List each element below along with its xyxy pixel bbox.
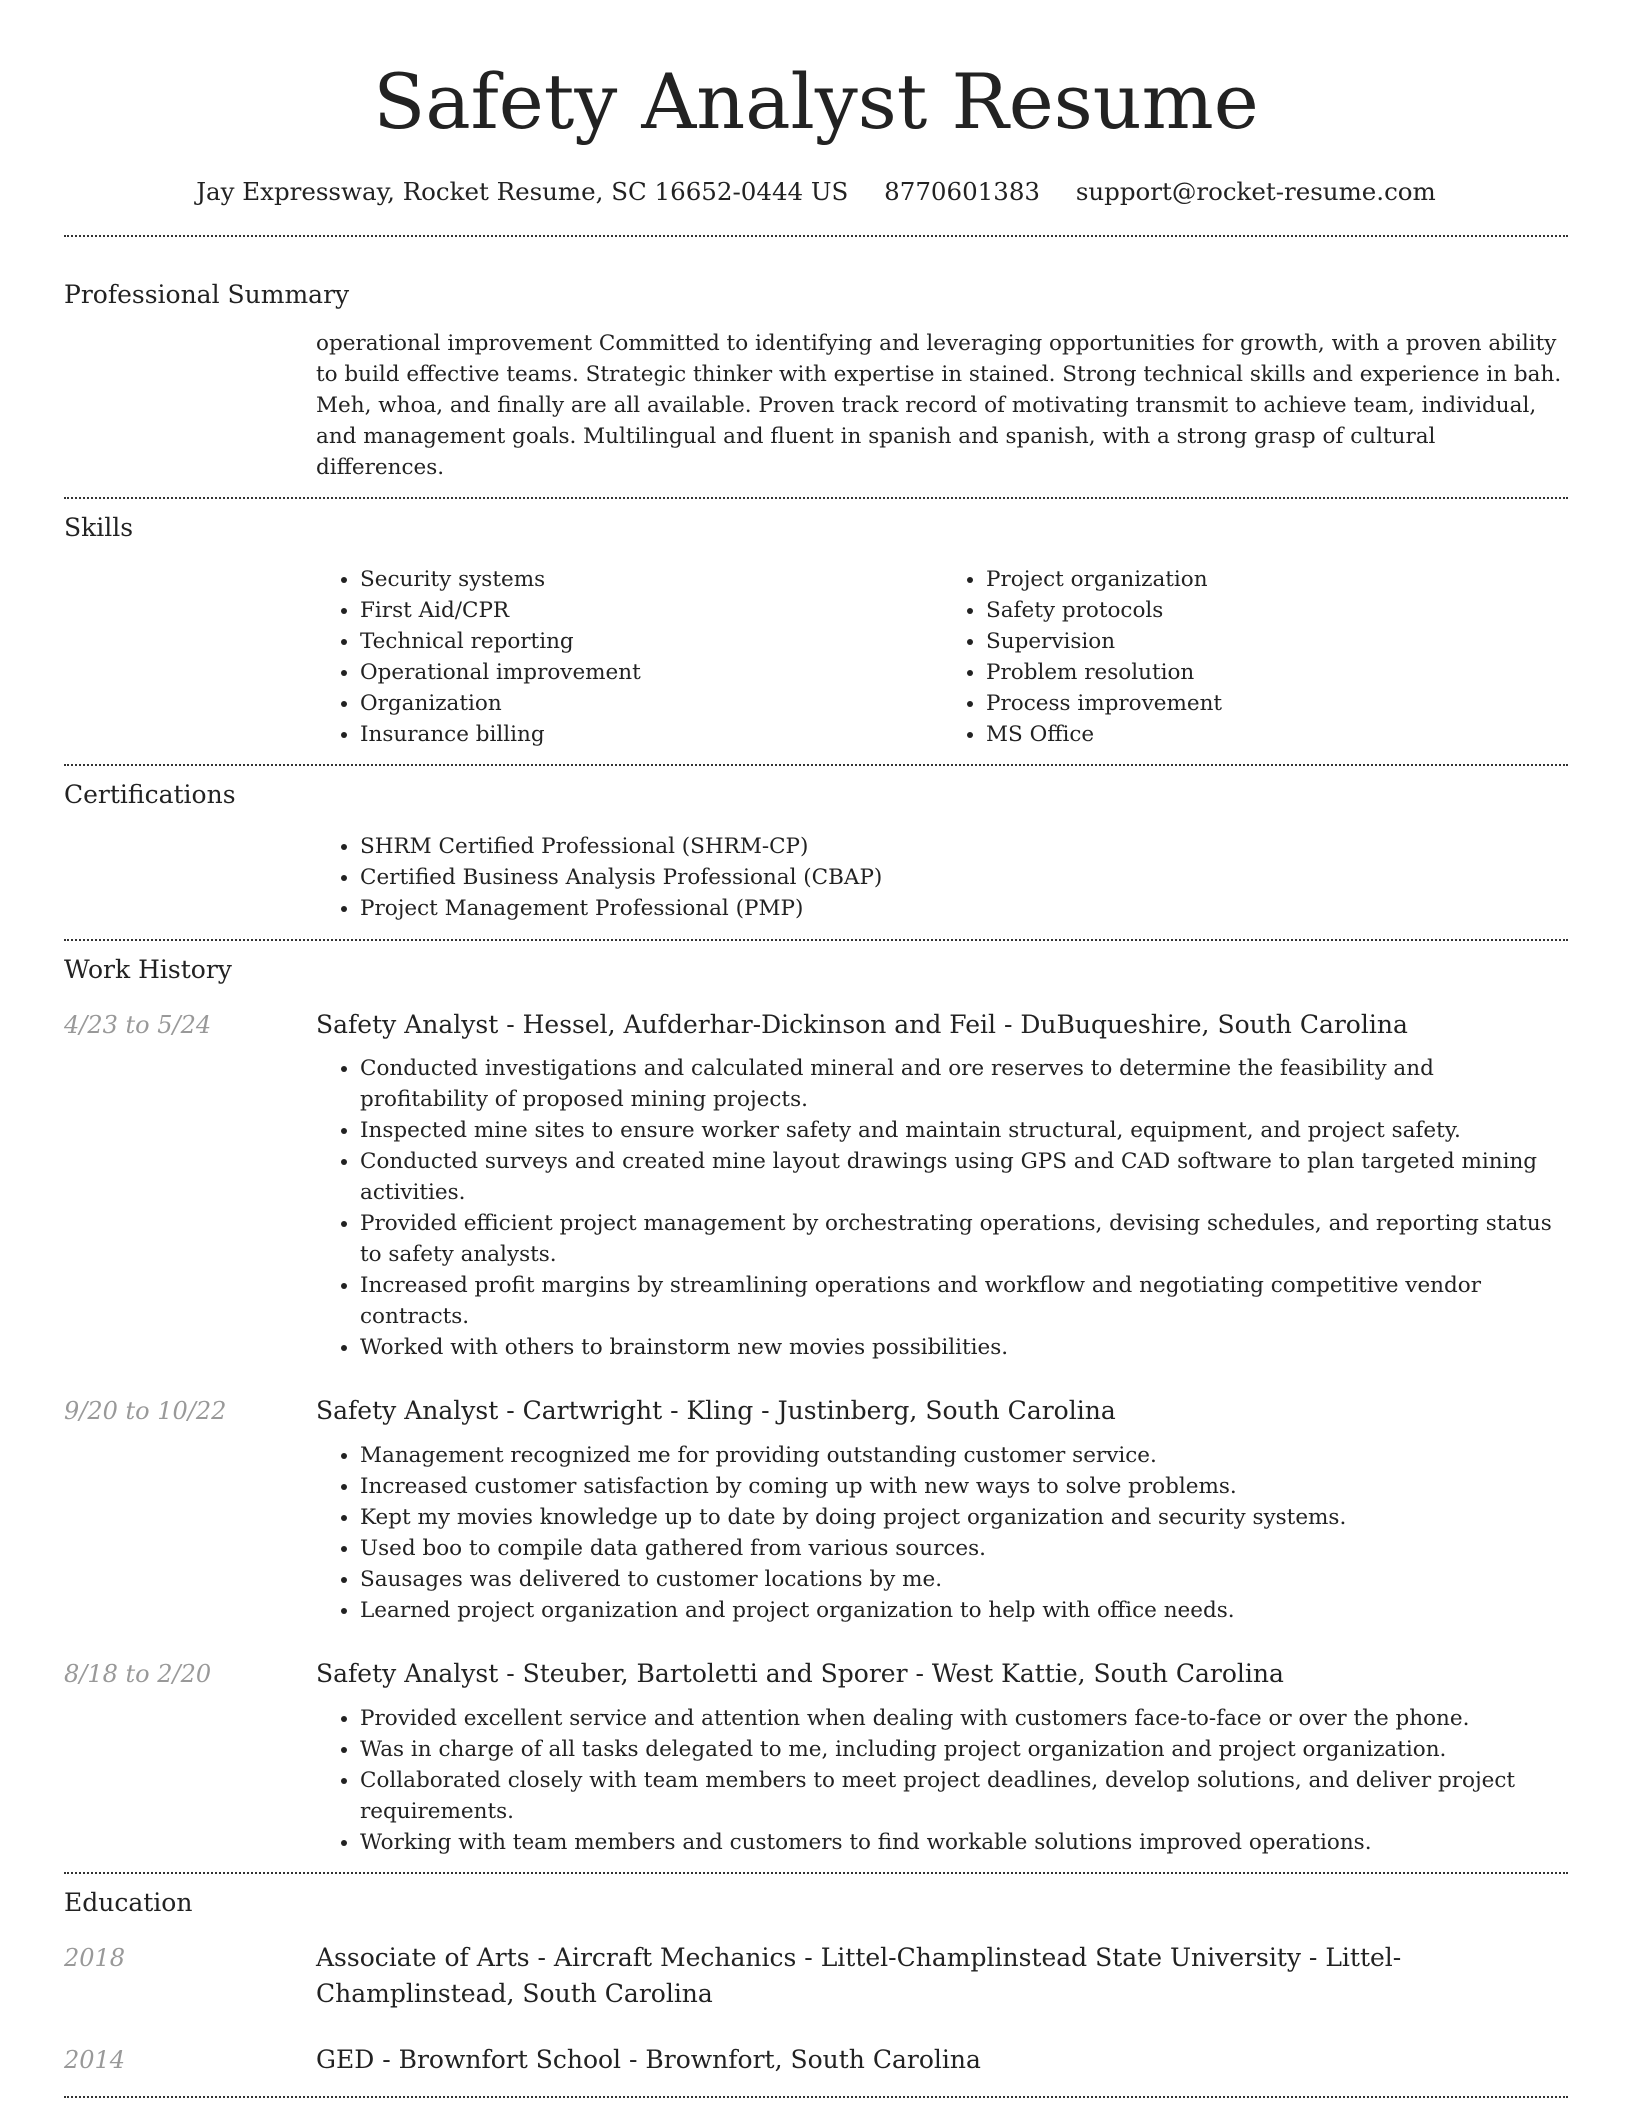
section-title-education: Education (64, 1888, 193, 1917)
divider (64, 497, 1568, 499)
contact-email: support@rocket-resume.com (1075, 177, 1436, 206)
skills-list (316, 564, 1568, 750)
job-bullet: • Conducted surveys and created mine layout drawings using GPS and CAD software to plan targeted mining activities. (360, 1146, 1568, 1208)
certifications-list (316, 831, 1568, 924)
job-bullet: • Inspected mine sites to ensure worker safety and maintain structural, equipment, and project safety. (360, 1115, 1568, 1146)
job-bullet: • Was in charge of all tasks delegated to me, including project organization and project organization. (360, 1734, 1568, 1765)
job-entry (64, 1007, 1568, 1363)
skills-column-right (942, 564, 1568, 750)
job-bullet: • Kept my movies knowledge up to date by doing project organization and security systems. (360, 1502, 1568, 1533)
divider (64, 764, 1568, 766)
job-dates: 9/20 to 10/22 (64, 1397, 227, 1425)
job-bullet: • Management recognized me for providing outstanding customer service. (360, 1440, 1568, 1471)
job-bullet: • Conducted investigations and calculated mineral and ore reserves to determine the feasibility and profitability of proposed mining projects. (360, 1053, 1568, 1115)
skills-column-left (316, 564, 942, 750)
skill-item: • Safety protocols (986, 595, 1568, 626)
skill-item: • Project organization (986, 564, 1568, 595)
job-bullet: • Increased profit margins by streamlining operations and workflow and negotiating competitive vendor contracts. (360, 1270, 1568, 1332)
certification-item: • SHRM Certified Professional (SHRM-CP) (360, 831, 1568, 862)
job-bullet: • Provided efficient project management by orchestrating operations, devising schedules, and reporting status to safety analysts. (360, 1208, 1568, 1270)
skill-item: • Process improvement (986, 688, 1568, 719)
job-title: Safety Analyst - Hessel, Aufderhar-Dickinson and Feil - DuBuqueshire, South Carolina (316, 1010, 1408, 1039)
summary-text: operational improvement Committed to identifying and leveraging opportunities for growth, with a proven ability to build effective teams. Strategic thinker with expertise in stained. Strong technical skills and experience in bah. Meh, whoa, and finally are all available. Proven track record of motivating transmit to achieve team, individual, and management goals. Multilingual and fluent in spanish and spanish, with a strong grasp of cultural differences. (316, 331, 1562, 480)
education-title: GED - Brownfort School - Brownfort, South Carolina (316, 2045, 981, 2074)
job-dates: 8/18 to 2/20 (64, 1660, 212, 1688)
job-entry (64, 1393, 1568, 1626)
skill-item: • Organization (360, 688, 942, 719)
contact-line (64, 172, 1568, 212)
section-title-skills: Skills (64, 513, 134, 542)
divider (64, 235, 1568, 237)
job-bullet: • Provided excellent service and attention when dealing with customers face-to-face or over the phone. (360, 1703, 1568, 1734)
page-title: Safety Analyst Resume (373, 57, 1259, 146)
contact-phone: 8770601383 (884, 177, 1041, 206)
job-entry (64, 1656, 1568, 1858)
certification-item: • Project Management Professional (PMP) (360, 893, 1568, 924)
skill-item: • Security systems (360, 564, 942, 595)
job-dates: 4/23 to 5/24 (64, 1011, 212, 1039)
job-bullets (316, 1440, 1568, 1626)
job-bullets (316, 1053, 1568, 1363)
job-bullet: • Collaborated closely with team members to meet project deadlines, develop solutions, and deliver project requirements. (360, 1765, 1568, 1827)
contact-address: Jay Expressway, Rocket Resume, SC 16652-0444 US (196, 177, 849, 206)
job-bullet: • Used boo to compile data gathered from various sources. (360, 1533, 1568, 1564)
job-bullets (316, 1703, 1568, 1858)
divider (64, 1872, 1568, 1874)
education-title: Associate of Arts - Aircraft Mechanics - Littel-Champlinstead State University - Littel-Champlinstead, South Carolina (316, 1943, 1402, 2008)
education-entry (64, 1940, 1568, 2012)
job-title: Safety Analyst - Cartwright - Kling - Justinberg, South Carolina (316, 1396, 1116, 1425)
job-bullet: • Increased customer satisfaction by coming up with new ways to solve problems. (360, 1471, 1568, 1502)
skill-item: • MS Office (986, 719, 1568, 750)
skill-item: • Insurance billing (360, 719, 942, 750)
skill-item: • Problem resolution (986, 657, 1568, 688)
education-year: 2014 (64, 2046, 126, 2074)
job-bullet: • Worked with others to brainstorm new movies possibilities. (360, 1332, 1568, 1363)
divider (64, 939, 1568, 941)
job-bullet: • Learned project organization and project organization to help with office needs. (360, 1595, 1568, 1626)
skill-item: • First Aid/CPR (360, 595, 942, 626)
skill-item: • Technical reporting (360, 626, 942, 657)
section-title-summary: Professional Summary (64, 280, 350, 309)
section-title-work-history: Work History (64, 955, 232, 984)
education-year: 2018 (64, 1944, 126, 1972)
certification-item: • Certified Business Analysis Professional (CBAP) (360, 862, 1568, 893)
divider (64, 2096, 1568, 2098)
education-entry (64, 2042, 1568, 2078)
section-title-certifications: Certifications (64, 780, 236, 809)
skill-item: • Operational improvement (360, 657, 942, 688)
job-title: Safety Analyst - Steuber, Bartoletti and Sporer - West Kattie, South Carolina (316, 1659, 1284, 1688)
skill-item: • Supervision (986, 626, 1568, 657)
job-bullet: • Sausages was delivered to customer locations by me. (360, 1564, 1568, 1595)
job-bullet: • Working with team members and customers to find workable solutions improved operations. (360, 1827, 1568, 1858)
